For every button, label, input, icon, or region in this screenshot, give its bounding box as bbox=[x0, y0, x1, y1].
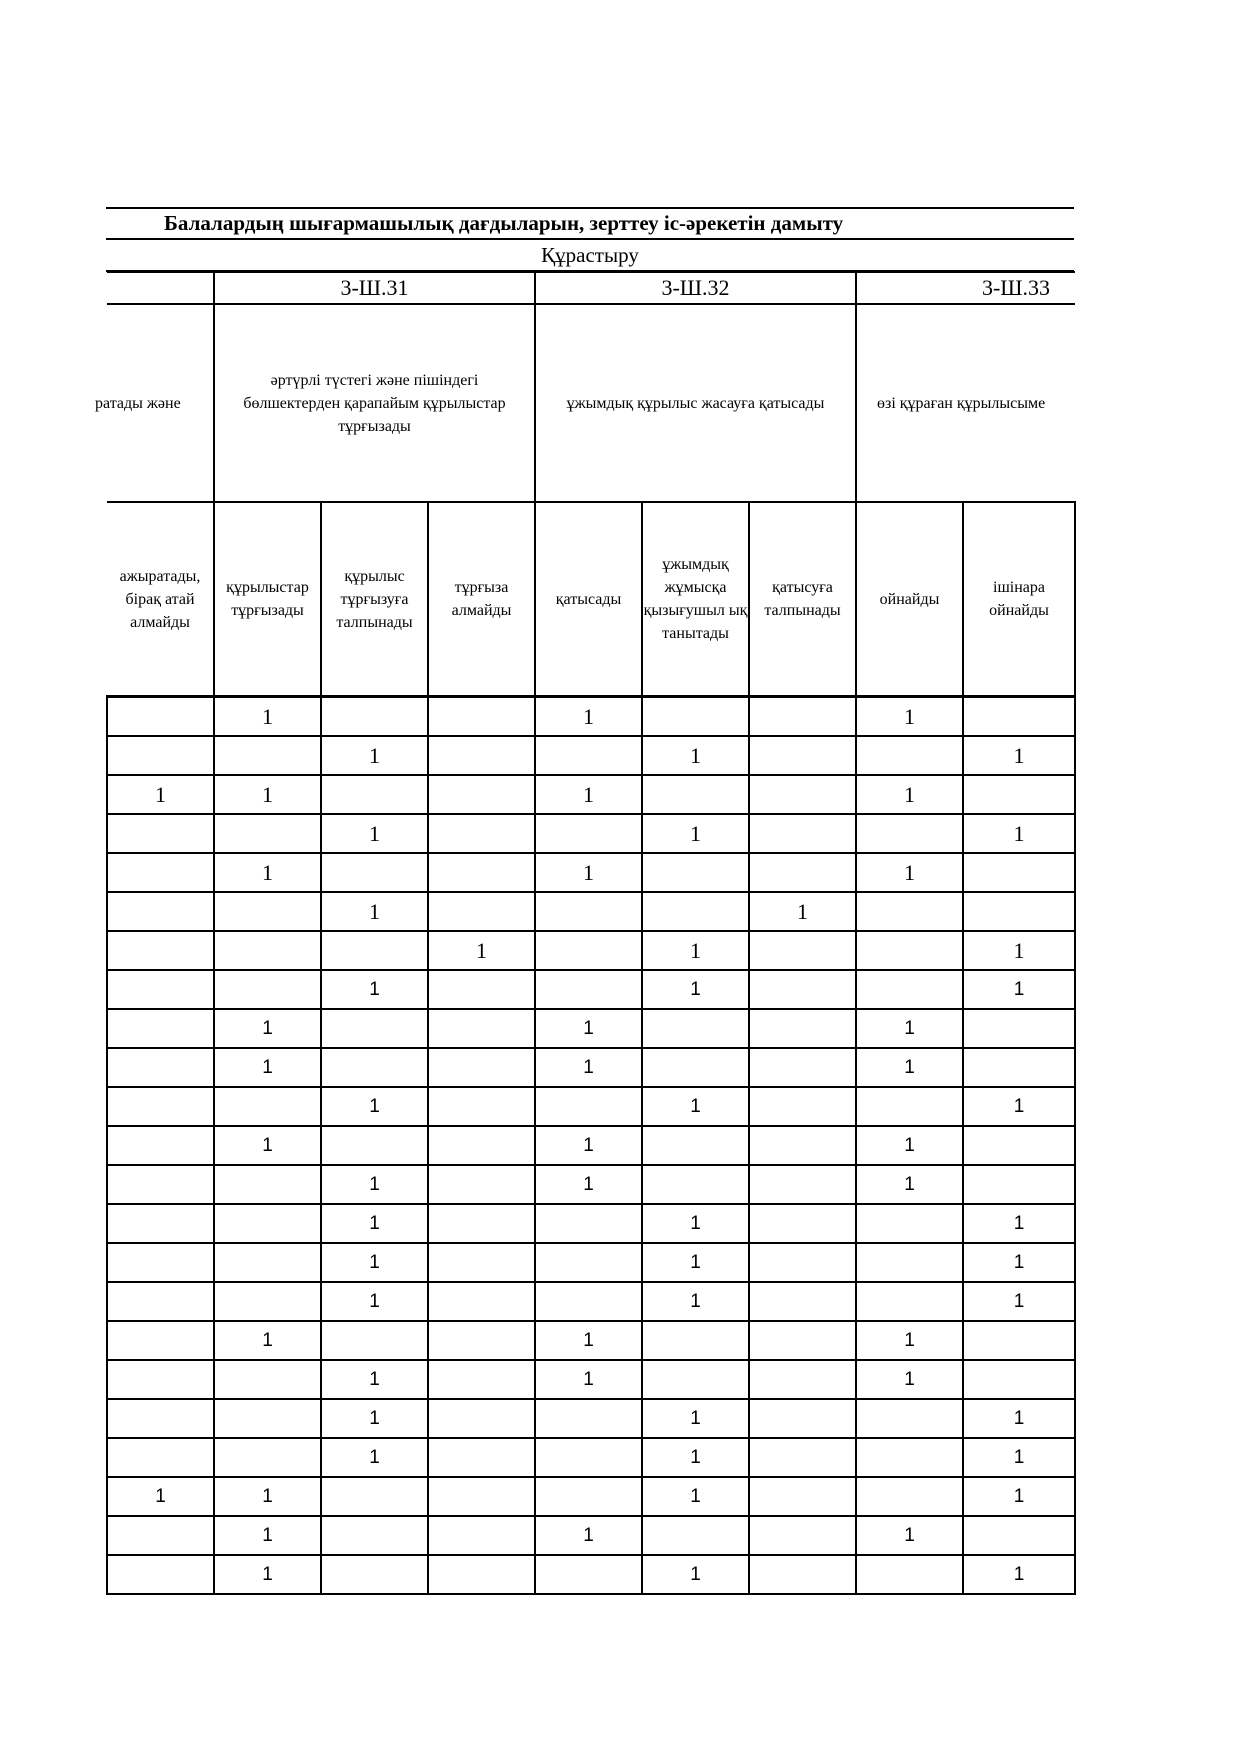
table-cell: 1 bbox=[963, 1204, 1075, 1243]
table-cell: 1 bbox=[856, 1321, 963, 1360]
table-cell bbox=[428, 1126, 535, 1165]
table-cell bbox=[321, 1048, 428, 1087]
table-row bbox=[107, 1555, 1075, 1594]
table-cell bbox=[107, 1555, 214, 1594]
title-divider bbox=[106, 238, 1074, 240]
table-row bbox=[107, 970, 1075, 1009]
table-cell: 1 bbox=[535, 1048, 642, 1087]
table-cell: 1 bbox=[856, 697, 963, 737]
table-cell bbox=[321, 697, 428, 737]
table-cell bbox=[535, 1282, 642, 1321]
table-cell bbox=[963, 775, 1075, 814]
table-cell bbox=[321, 931, 428, 970]
table-cell bbox=[963, 1516, 1075, 1555]
sub-header-col-2: құрылыстар тұрғызады bbox=[214, 502, 321, 697]
table-cell bbox=[214, 892, 321, 931]
code-3-sh-33: 3-Ш.33 bbox=[856, 272, 1075, 304]
table-cell bbox=[856, 931, 963, 970]
sub-header-row bbox=[107, 502, 1075, 697]
table-cell bbox=[107, 1009, 214, 1048]
table-cell bbox=[107, 1516, 214, 1555]
table-cell bbox=[642, 1126, 749, 1165]
table-cell bbox=[963, 1009, 1075, 1048]
table-cell bbox=[749, 814, 856, 853]
table-cell bbox=[963, 697, 1075, 737]
table-cell bbox=[321, 775, 428, 814]
table-cell bbox=[107, 931, 214, 970]
table-cell bbox=[535, 1399, 642, 1438]
table-cell bbox=[428, 1243, 535, 1282]
table-cell bbox=[428, 697, 535, 737]
table-cell bbox=[535, 1477, 642, 1516]
table-cell bbox=[749, 1009, 856, 1048]
table-cell bbox=[107, 853, 214, 892]
table-cell bbox=[642, 1048, 749, 1087]
descriptor-3-sh-33: өзі құраған құрылысыме bbox=[856, 304, 1075, 502]
table-cell: 1 bbox=[642, 1243, 749, 1282]
table-cell: 1 bbox=[963, 1477, 1075, 1516]
table-row bbox=[107, 853, 1075, 892]
table-cell bbox=[963, 853, 1075, 892]
table-cell bbox=[749, 1477, 856, 1516]
table-cell: 1 bbox=[107, 775, 214, 814]
table-cell bbox=[535, 1438, 642, 1477]
table-cell bbox=[321, 1477, 428, 1516]
table-cell bbox=[214, 1165, 321, 1204]
table-cell bbox=[214, 736, 321, 775]
table-cell: 1 bbox=[321, 1165, 428, 1204]
table-cell: 1 bbox=[214, 1048, 321, 1087]
table-cell: 1 bbox=[321, 1243, 428, 1282]
table-cell bbox=[856, 1282, 963, 1321]
table-cell bbox=[856, 970, 963, 1009]
table-cell bbox=[535, 931, 642, 970]
table-cell bbox=[321, 1516, 428, 1555]
table-cell bbox=[535, 1087, 642, 1126]
table-cell bbox=[214, 1087, 321, 1126]
table-cell: 1 bbox=[642, 736, 749, 775]
table-cell bbox=[749, 931, 856, 970]
sub-header-col-4: тұрғыза алмайды bbox=[428, 502, 535, 697]
table-cell bbox=[963, 1321, 1075, 1360]
table-cell bbox=[321, 1321, 428, 1360]
table-row bbox=[107, 1516, 1075, 1555]
table-cell: 1 bbox=[749, 892, 856, 931]
table-cell bbox=[428, 1399, 535, 1438]
table-cell bbox=[535, 1204, 642, 1243]
table-cell bbox=[428, 892, 535, 931]
table-cell bbox=[214, 931, 321, 970]
table-cell: 1 bbox=[214, 853, 321, 892]
table-cell: 1 bbox=[214, 1555, 321, 1594]
table-cell bbox=[963, 892, 1075, 931]
table-cell bbox=[856, 1399, 963, 1438]
descriptor-3-sh-32: ұжымдық құрылыс жасауға қатысады bbox=[535, 304, 856, 502]
table-cell bbox=[107, 1126, 214, 1165]
table-cell: 1 bbox=[642, 931, 749, 970]
table-cell: 1 bbox=[963, 814, 1075, 853]
table-cell bbox=[963, 1360, 1075, 1399]
table-cell bbox=[963, 1165, 1075, 1204]
table-cell: 1 bbox=[535, 775, 642, 814]
table-cell bbox=[642, 853, 749, 892]
table-cell bbox=[107, 1243, 214, 1282]
table-cell bbox=[107, 697, 214, 737]
code-cell-prev bbox=[107, 272, 214, 304]
table-cell: 1 bbox=[963, 970, 1075, 1009]
table-row bbox=[107, 1204, 1075, 1243]
table-cell bbox=[214, 1204, 321, 1243]
table-cell bbox=[749, 736, 856, 775]
table-cell bbox=[749, 1087, 856, 1126]
table-cell bbox=[749, 970, 856, 1009]
table-cell: 1 bbox=[856, 1360, 963, 1399]
sub-header-col-7: қатысуға талпынады bbox=[749, 502, 856, 697]
table-row bbox=[107, 1009, 1075, 1048]
table-cell: 1 bbox=[963, 1282, 1075, 1321]
table-cell: 1 bbox=[856, 853, 963, 892]
table-cell: 1 bbox=[321, 736, 428, 775]
descriptor-row bbox=[107, 304, 1075, 502]
table-cell bbox=[428, 1321, 535, 1360]
table-cell: 1 bbox=[428, 931, 535, 970]
table-cell: 1 bbox=[214, 1126, 321, 1165]
table-cell: 1 bbox=[642, 1477, 749, 1516]
table-cell: 1 bbox=[963, 1399, 1075, 1438]
table-cell: 1 bbox=[321, 1399, 428, 1438]
table-cell: 1 bbox=[856, 775, 963, 814]
table-row bbox=[107, 1438, 1075, 1477]
table-row bbox=[107, 1048, 1075, 1087]
table-cell bbox=[107, 1048, 214, 1087]
table-row bbox=[107, 1126, 1075, 1165]
code-row bbox=[107, 272, 1075, 304]
table-row bbox=[107, 892, 1075, 931]
table-cell bbox=[856, 1477, 963, 1516]
table-cell bbox=[535, 970, 642, 1009]
table-cell bbox=[107, 1087, 214, 1126]
table-cell: 1 bbox=[963, 931, 1075, 970]
table-cell bbox=[642, 775, 749, 814]
table-cell: 1 bbox=[642, 970, 749, 1009]
table-cell: 1 bbox=[856, 1009, 963, 1048]
sub-header-col-5: қатысады bbox=[535, 502, 642, 697]
table-cell: 1 bbox=[214, 1477, 321, 1516]
table-row bbox=[107, 1087, 1075, 1126]
table-cell: 1 bbox=[214, 775, 321, 814]
table-cell bbox=[428, 1165, 535, 1204]
table-cell: 1 bbox=[535, 1516, 642, 1555]
table-cell: 1 bbox=[321, 970, 428, 1009]
table-cell bbox=[749, 775, 856, 814]
table-cell bbox=[214, 814, 321, 853]
descriptor-3-sh-31: әртүрлі түстегі және пішіндегі бөлшектерден қарапайым құрылыстар тұрғызады bbox=[214, 304, 535, 502]
table-cell: 1 bbox=[214, 1321, 321, 1360]
sub-header-col-1: ажыратады, бірақ атай алмайды bbox=[107, 502, 214, 697]
table-cell bbox=[107, 1360, 214, 1399]
table-cell bbox=[428, 1048, 535, 1087]
table-row bbox=[107, 814, 1075, 853]
table-cell: 1 bbox=[535, 1126, 642, 1165]
table-cell bbox=[107, 1204, 214, 1243]
table-cell bbox=[535, 814, 642, 853]
table-cell bbox=[214, 1282, 321, 1321]
table-cell bbox=[749, 1243, 856, 1282]
table-cell bbox=[642, 1009, 749, 1048]
page-title bbox=[106, 211, 1074, 237]
table-cell bbox=[107, 1321, 214, 1360]
table-cell bbox=[749, 1321, 856, 1360]
table-row bbox=[107, 736, 1075, 775]
table-cell: 1 bbox=[856, 1126, 963, 1165]
data-rows bbox=[107, 697, 1075, 1595]
table-row bbox=[107, 1282, 1075, 1321]
table-row bbox=[107, 1399, 1075, 1438]
table-cell bbox=[749, 1282, 856, 1321]
table-cell bbox=[214, 1399, 321, 1438]
table-cell bbox=[535, 1243, 642, 1282]
table-cell: 1 bbox=[642, 814, 749, 853]
table-cell bbox=[428, 1555, 535, 1594]
table-row bbox=[107, 1321, 1075, 1360]
sub-header-col-6: ұжымдық жұмысқа қызығушыл ық танытады bbox=[642, 502, 749, 697]
table-row bbox=[107, 1477, 1075, 1516]
table-row bbox=[107, 931, 1075, 970]
table-cell bbox=[749, 1126, 856, 1165]
table-cell: 1 bbox=[107, 1477, 214, 1516]
table-cell: 1 bbox=[642, 1204, 749, 1243]
table-cell: 1 bbox=[535, 1321, 642, 1360]
table-cell bbox=[428, 1009, 535, 1048]
table-cell bbox=[535, 1555, 642, 1594]
table-cell bbox=[749, 1516, 856, 1555]
table-cell: 1 bbox=[642, 1438, 749, 1477]
table-cell bbox=[535, 892, 642, 931]
sub-header-col-9: ішінара ойнайды bbox=[963, 502, 1075, 697]
table-cell: 1 bbox=[214, 697, 321, 737]
table-cell: 1 bbox=[963, 1555, 1075, 1594]
table-cell: 1 bbox=[856, 1165, 963, 1204]
table-cell bbox=[428, 1516, 535, 1555]
table-cell bbox=[428, 1087, 535, 1126]
table-cell: 1 bbox=[321, 814, 428, 853]
table-cell bbox=[749, 697, 856, 737]
table-cell bbox=[749, 1048, 856, 1087]
table-cell bbox=[428, 736, 535, 775]
table-cell bbox=[214, 1243, 321, 1282]
table-cell bbox=[214, 1438, 321, 1477]
table-cell: 1 bbox=[535, 1009, 642, 1048]
table-cell bbox=[856, 736, 963, 775]
table-row bbox=[107, 775, 1075, 814]
table-cell bbox=[321, 853, 428, 892]
table-cell bbox=[428, 1438, 535, 1477]
table-cell bbox=[107, 1438, 214, 1477]
table-cell bbox=[107, 892, 214, 931]
table-cell bbox=[107, 1165, 214, 1204]
table-cell: 1 bbox=[535, 1360, 642, 1399]
table-cell: 1 bbox=[856, 1516, 963, 1555]
table-cell: 1 bbox=[321, 1282, 428, 1321]
table-row bbox=[107, 1165, 1075, 1204]
table-cell bbox=[749, 1360, 856, 1399]
table-cell bbox=[107, 736, 214, 775]
table-cell bbox=[428, 970, 535, 1009]
table-cell: 1 bbox=[321, 892, 428, 931]
table-cell bbox=[856, 1087, 963, 1126]
table-cell bbox=[749, 853, 856, 892]
table-cell: 1 bbox=[214, 1009, 321, 1048]
table-cell: 1 bbox=[214, 1516, 321, 1555]
table-cell bbox=[856, 1204, 963, 1243]
table-cell bbox=[856, 1555, 963, 1594]
table-cell bbox=[107, 970, 214, 1009]
table-cell bbox=[642, 1321, 749, 1360]
table-cell bbox=[642, 892, 749, 931]
table-cell: 1 bbox=[963, 736, 1075, 775]
table-cell bbox=[428, 1282, 535, 1321]
table-cell bbox=[107, 1399, 214, 1438]
table-cell bbox=[856, 892, 963, 931]
table-cell bbox=[642, 697, 749, 737]
table-cell bbox=[856, 1243, 963, 1282]
table-cell: 1 bbox=[321, 1438, 428, 1477]
table-cell bbox=[642, 1165, 749, 1204]
table-row bbox=[107, 1243, 1075, 1282]
table-cell: 1 bbox=[856, 1048, 963, 1087]
table-cell bbox=[749, 1204, 856, 1243]
table-cell: 1 bbox=[963, 1243, 1075, 1282]
table-cell: 1 bbox=[535, 853, 642, 892]
code-3-sh-31: 3-Ш.31 bbox=[214, 272, 535, 304]
table-cell bbox=[321, 1009, 428, 1048]
table-cell bbox=[107, 814, 214, 853]
table-cell bbox=[214, 1360, 321, 1399]
table-cell: 1 bbox=[642, 1087, 749, 1126]
table-cell: 1 bbox=[535, 697, 642, 737]
table-cell: 1 bbox=[963, 1438, 1075, 1477]
table-cell bbox=[856, 1438, 963, 1477]
section-title: Құрастыру bbox=[541, 243, 639, 267]
table-cell bbox=[642, 1360, 749, 1399]
table-cell: 1 bbox=[535, 1165, 642, 1204]
table-cell: 1 bbox=[642, 1555, 749, 1594]
table-cell bbox=[428, 1360, 535, 1399]
table-row bbox=[107, 697, 1075, 737]
title-text: Балалардың шығармашылық дағдыларын, зерттеу іс-әрекетін дамыту bbox=[164, 211, 844, 235]
table-cell: 1 bbox=[963, 1087, 1075, 1126]
table-cell bbox=[428, 1477, 535, 1516]
top-border bbox=[106, 207, 1074, 209]
assessment-table bbox=[95, 271, 1076, 1595]
table-cell bbox=[107, 1282, 214, 1321]
table-cell bbox=[749, 1555, 856, 1594]
table-cell bbox=[963, 1126, 1075, 1165]
sub-header-col-3: құрылыс тұрғызуға талпынады bbox=[321, 502, 428, 697]
table-cell bbox=[749, 1438, 856, 1477]
table-cell bbox=[428, 853, 535, 892]
table-cell bbox=[963, 1048, 1075, 1087]
descriptor-prev: ратады және bbox=[107, 304, 214, 502]
table-cell: 1 bbox=[642, 1399, 749, 1438]
table-cell bbox=[856, 814, 963, 853]
sub-header-col-8: ойнайды bbox=[856, 502, 963, 697]
table-cell: 1 bbox=[321, 1360, 428, 1399]
table-cell bbox=[642, 1516, 749, 1555]
table-cell bbox=[428, 814, 535, 853]
table-cell bbox=[214, 970, 321, 1009]
table-cell bbox=[321, 1126, 428, 1165]
table-cell: 1 bbox=[321, 1204, 428, 1243]
table-cell bbox=[321, 1555, 428, 1594]
table-cell bbox=[749, 1399, 856, 1438]
table-cell bbox=[535, 736, 642, 775]
table-cell bbox=[749, 1165, 856, 1204]
table-row bbox=[107, 1360, 1075, 1399]
table-cell bbox=[428, 775, 535, 814]
table-cell: 1 bbox=[642, 1282, 749, 1321]
code-3-sh-32: 3-Ш.32 bbox=[535, 272, 856, 304]
table-cell bbox=[428, 1204, 535, 1243]
table-cell: 1 bbox=[321, 1087, 428, 1126]
